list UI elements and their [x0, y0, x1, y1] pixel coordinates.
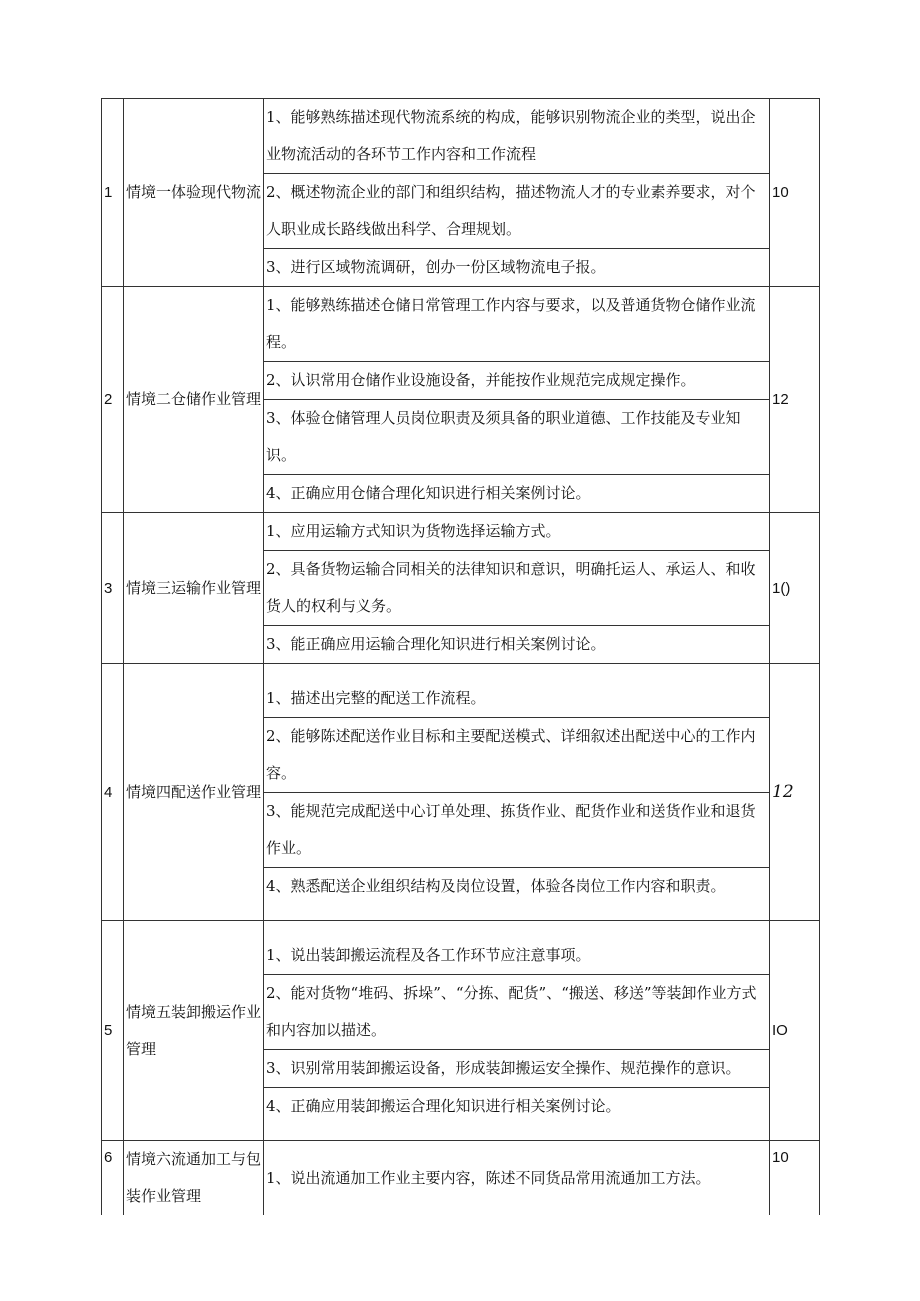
table-row: [102, 513, 820, 664]
objectives-cell: [264, 921, 770, 1141]
objective-item: 4、正确应用仓储合理化知识进行相关案例讨论。: [266, 484, 591, 502]
row-number: 1: [102, 99, 124, 287]
objective-item: 3、进行区域物流调研，创办一份区域物流电子报。: [266, 258, 606, 276]
objective-item: 2、认识常用仓储作业设施设备，并能按作业规范完成规定操作。: [264, 362, 769, 400]
objective-item: 2、具备货物运输合同相关的法律知识和意识，明确托运人、承运人、和收货人的权利与义务。: [264, 551, 769, 626]
objective-item: 3、体验仓储管理人员岗位职责及须具备的职业道德、工作技能及专业知识。: [264, 400, 769, 475]
module-name: 情境四配送作业管理: [124, 664, 264, 921]
module-name: 情境六流通加工与包装作业管理: [124, 1141, 264, 1216]
table-row: [102, 1141, 820, 1216]
objective-item: 3、能规范完成配送中心订单处理、拣货作业、配货作业和送货作业和退货作业。: [264, 793, 769, 868]
objective-item: 2、概述物流企业的部门和组织结构，描述物流人才的专业素养要求，对个人职业成长路线做出科学、合理规划。: [264, 174, 769, 249]
table-row: [102, 664, 820, 921]
hours-value: IO: [770, 921, 820, 1141]
hours-value: 1(): [770, 513, 820, 664]
module-name: 情境三运输作业管理: [124, 513, 264, 664]
objective-item: 3、能正确应用运输合理化知识进行相关案例讨论。: [266, 635, 606, 653]
objective-item: 1、说出装卸搬运流程及各工作环节应注意事项。: [264, 937, 769, 975]
objective-item: 2、能对货物“堆码、拆垛”、“分拣、配货”、“搬送、移送”等装卸作业方式和内容加以描述。: [264, 975, 769, 1050]
hours-value: 10: [770, 1141, 820, 1216]
objective-item: 2、能够陈述配送作业目标和主要配送模式、详细叙述出配送中心的工作内容。: [264, 718, 769, 793]
hours-value: 10: [770, 99, 820, 287]
row-number: 6: [102, 1141, 124, 1216]
table-row: [102, 287, 820, 513]
row-number: 4: [102, 664, 124, 921]
module-name: 情境二仓储作业管理: [124, 287, 264, 513]
objective-item: 1、能够熟练描述现代物流系统的构成，能够识别物流企业的类型，说出企业物流活动的各环节工作内容和工作流程: [264, 99, 769, 174]
objective-item: 1、描述出完整的配送工作流程。: [264, 680, 769, 718]
objective-item: 3、识别常用装卸搬运设备，形成装卸搬运安全操作、规范操作的意识。: [264, 1050, 769, 1088]
hours-value: 12: [770, 287, 820, 513]
objective-item: 4、熟悉配送企业组织结构及岗位设置，体验各岗位工作内容和职责。: [266, 876, 726, 895]
objectives-cell: [264, 513, 770, 664]
row-number: 3: [102, 513, 124, 664]
course-objectives-table: [101, 98, 820, 1215]
objective-item: 4、正确应用装卸搬运合理化知识进行相关案例讨论。: [266, 1096, 621, 1115]
module-name: 情境一体验现代物流: [124, 99, 264, 287]
objectives-cell: [264, 287, 770, 513]
row-number: 2: [102, 287, 124, 513]
objective-item: 1、能够熟练描述仓储日常管理工作内容与要求，以及普通货物仓储作业流程。: [264, 287, 769, 362]
objectives-cell: [264, 99, 770, 287]
module-name: 情境五装卸搬运作业管理: [124, 921, 264, 1141]
objectives-cell: [264, 664, 770, 921]
table-row: [102, 99, 820, 287]
hours-value: 12: [770, 664, 820, 921]
row-number: 5: [102, 921, 124, 1141]
objective-item: 1、说出流通加工作业主要内容，陈述不同货品常用流通加工方法。: [266, 1168, 711, 1187]
objectives-cell: [264, 1141, 770, 1216]
table-row: [102, 921, 820, 1141]
objective-item: 1、应用运输方式知识为货物选择运输方式。: [264, 513, 769, 551]
